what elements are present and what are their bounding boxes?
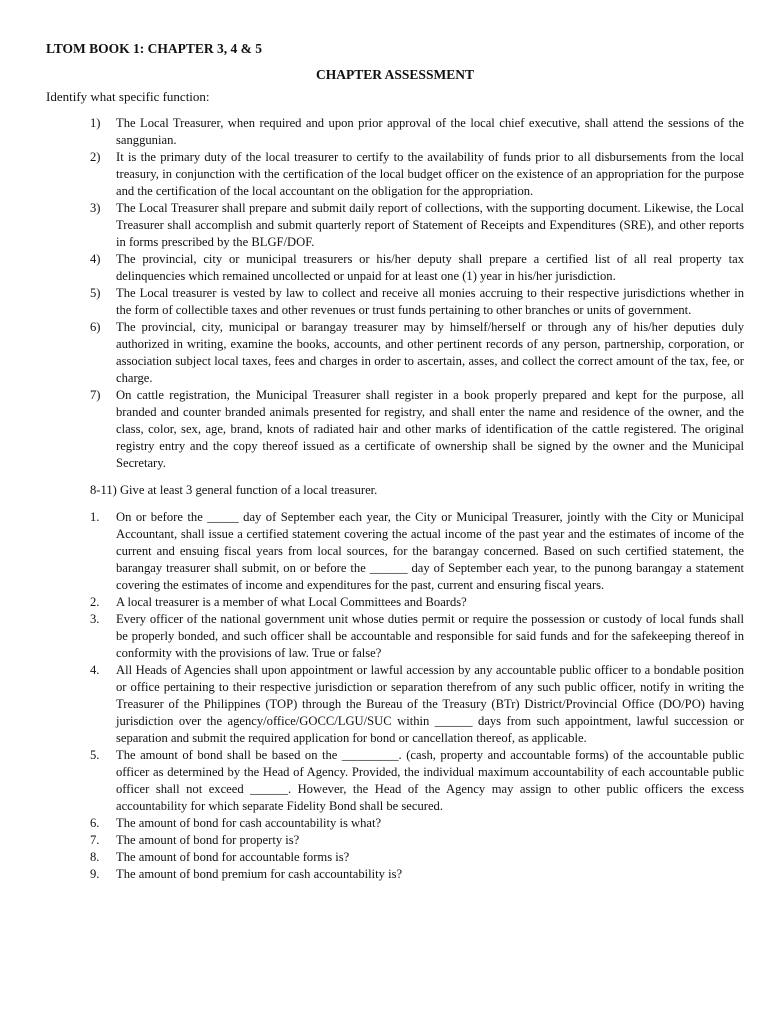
instruction-text: Identify what specific function: [46,89,210,104]
item-text: The amount of bond premium for cash accountability is? [116,867,403,881]
list-item [46,149,744,200]
item-text: The Local Treasurer, when required and upon prior approval of the local chief executive, shall attend the sessions of the sanggunian. [116,116,744,147]
item-number: 5) [90,286,101,300]
question-list-part2 [46,509,744,883]
item-text: The provincial, city, municipal or barangay treasurer may by himself/herself or through any of his/her deputies duly authorized in writing, examine the books, accounts, and other pertinent records of any person, partnership, corporation, or association subject local taxes, fees and charges in order to ascertain, asses, and collect the correct amount of the tax, fee, or charge. [116,320,744,385]
list-item [46,251,744,285]
list-item [46,200,744,251]
item-text: The Local Treasurer shall prepare and submit daily report of collections, with the supporting document. Likewise, the Local Treasurer shall accomplish and submit quarterly report of Statement of Receipts and Expenditures (SRE), and other reports in forms prescribed by the BLGF/DOF. [116,201,744,249]
list-item [46,594,744,611]
item-text: The amount of bond shall be based on the _________. (cash, property and accountable forms) of the accountable public officer as determined by the Head of Agency. Provided, the individual maximum accountability of each accountable public officer shall not exceed ______. However, the Head of the Agency may assign to other public officers the excess accountability for which separate Fidelity Bond shall be secured. [116,748,744,813]
item-text: The amount of bond for property is? [116,833,300,847]
item-number: 6) [90,320,101,334]
item-text: The amount of bond for cash accountability is what? [116,816,382,830]
list-item [46,509,744,594]
item-number: 6. [90,816,100,830]
item-text: On or before the _____ day of September each year, the City or Municipal Treasurer, jointly with the City or Municipal Accountant, shall issue a certified statement covering the actual income of the past year and the estimates of income of the current and ensuing fiscal years from local sources, for the barangay concerned. Based on such certified statement, the barangay treasurer shall submit, on or before the ______ day of September each year, to the punong barangay a statement covering the estimates of income and expenditures for the past, current and ensuring fiscal years. [116,510,744,592]
list-item [46,319,744,387]
list-item [46,832,744,849]
list-item [46,849,744,866]
list-item [46,662,744,747]
item-text: All Heads of Agencies shall upon appointment or lawful accession by any accountable public officer to a bondable position or office pertaining to their respective jurisdiction or separation therefrom of any such public officer, notify in writing the Treasurer of the Philippines (TOP) through the Bureau of the Treasury (BTr) District/Provincial Office (DO/PO) having jurisdiction over the agency/office/GOCC/LGU/SUC within ______ days from such appointment, lawful succession or separation and submit the required application for bond or cancellation thereof, as applicable. [116,663,744,745]
item-text: The Local treasurer is vested by law to collect and receive all monies accruing to their respective jurisdictions whether in the form of collectible taxes and other revenues or trust funds pertaining to other branches or units of government. [116,286,744,317]
item-text: The provincial, city or municipal treasurers or his/her deputy shall prepare a certified list of all real property tax delinquencies which remained uncollected or unpaid for at least one (1) year in his/her jurisdiction. [116,252,744,283]
document-header: LTOM BOOK 1: CHAPTER 3, 4 & 5 [46,41,263,56]
question-list-part1 [46,115,744,472]
item-number: 4) [90,252,101,266]
item-number: 8. [90,850,100,864]
item-number: 3) [90,201,101,215]
item-number: 4. [90,663,100,677]
item-number: 5. [90,748,100,762]
list-item [46,115,744,149]
list-item [46,866,744,883]
list-item [46,285,744,319]
list-item [46,815,744,832]
item-number: 2. [90,595,100,609]
list-item [46,611,744,662]
item-number: 2) [90,150,101,164]
item-text: It is the primary duty of the local treasurer to certify to the availability of funds prior to all disbursements from the local treasury, in conjunction with the certification of the local budget officer on the existence of an appropriation for the purpose and the certification of the local accountant on the obligation for the appropriation. [116,150,744,198]
list-item [46,747,744,815]
item-number: 1. [90,510,100,524]
chapter-title: CHAPTER ASSESSMENT [316,67,474,82]
item-number: 3. [90,612,100,626]
item-text: Every officer of the national government unit whose duties permit or require the possession or custody of local funds shall be properly bonded, and such officer shall be accountable and responsible for said funds and for the safekeeping thereof in conformity with the provisions of law. True or false? [116,612,744,660]
sub-instruction: 8-11) Give at least 3 general function of a local treasurer. [90,483,378,497]
item-number: 9. [90,867,100,881]
list-item [46,387,744,472]
item-number: 1) [90,116,101,130]
item-text: A local treasurer is a member of what Local Committees and Boards? [116,595,467,609]
item-text: On cattle registration, the Municipal Treasurer shall register in a book properly prepared and kept for the purpose, all branded and counter branded animals presented for registry, and shall enter the name and residence of the owner, and the class, color, sex, age, brand, knots of radiated hair and other marks of identification of the cattle registered. The original registry entry and the copy thereof issued as a certificate of ownership shall be signed by the owner and the Municipal Secretary. [116,388,744,470]
item-text: The amount of bond for accountable forms is? [116,850,350,864]
item-number: 7) [90,388,101,402]
item-number: 7. [90,833,100,847]
